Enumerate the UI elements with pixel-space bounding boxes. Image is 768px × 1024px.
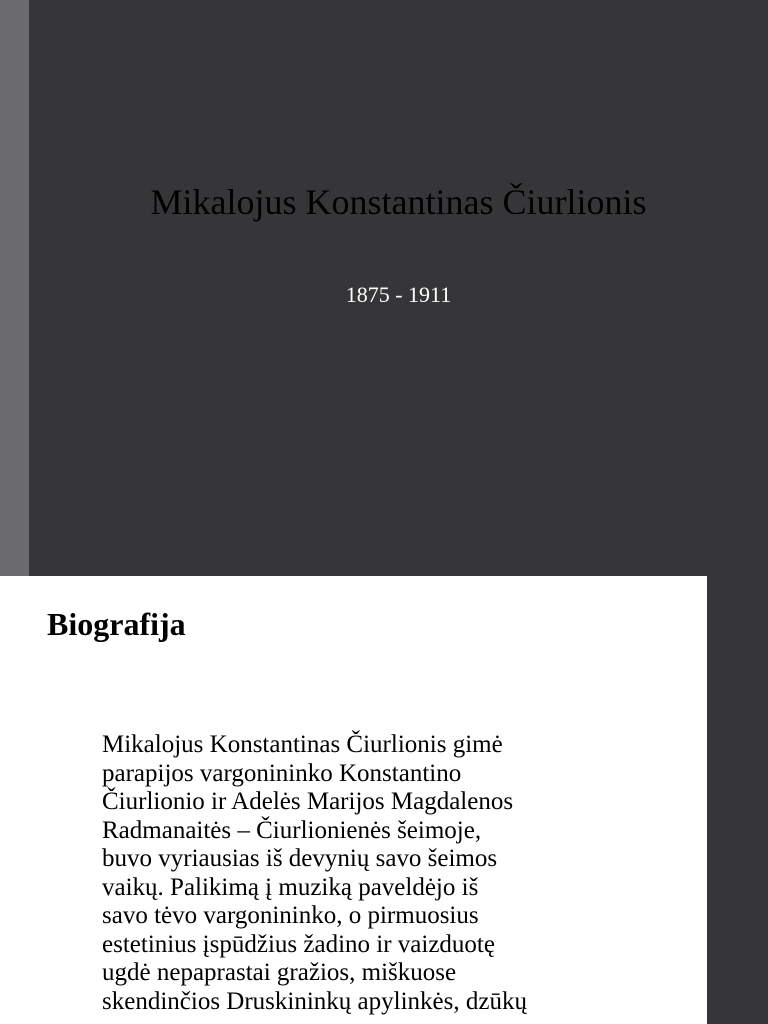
biography-heading: Biografija bbox=[47, 606, 186, 642]
slide-title: Mikalojus Konstantinas Čiurlionis bbox=[150, 182, 647, 222]
title-slide bbox=[29, 0, 768, 576]
biography-text: Mikalojus Konstantinas Čiurlionis gimė parapijos vargonininko Konstantino Čiurlionio ir Adelės Marijos Magdalenos Radmanaitės – Čiurlionienės šeimoje, buvo vyriausias iš devynių savo šeimos vaikų. Palikimą į muziką paveldėjo iš savo tėvo vargonininko, o pirmuosius estetinius įspūdžius žadino ir vaizduotę ugdė nepaprastai gražios, miškuose skendinčios Druskininkų apylinkės, dzūkų bbox=[102, 731, 527, 1015]
page-edge-strip bbox=[0, 0, 29, 576]
slide-years: 1875 - 1911 bbox=[345, 282, 452, 307]
